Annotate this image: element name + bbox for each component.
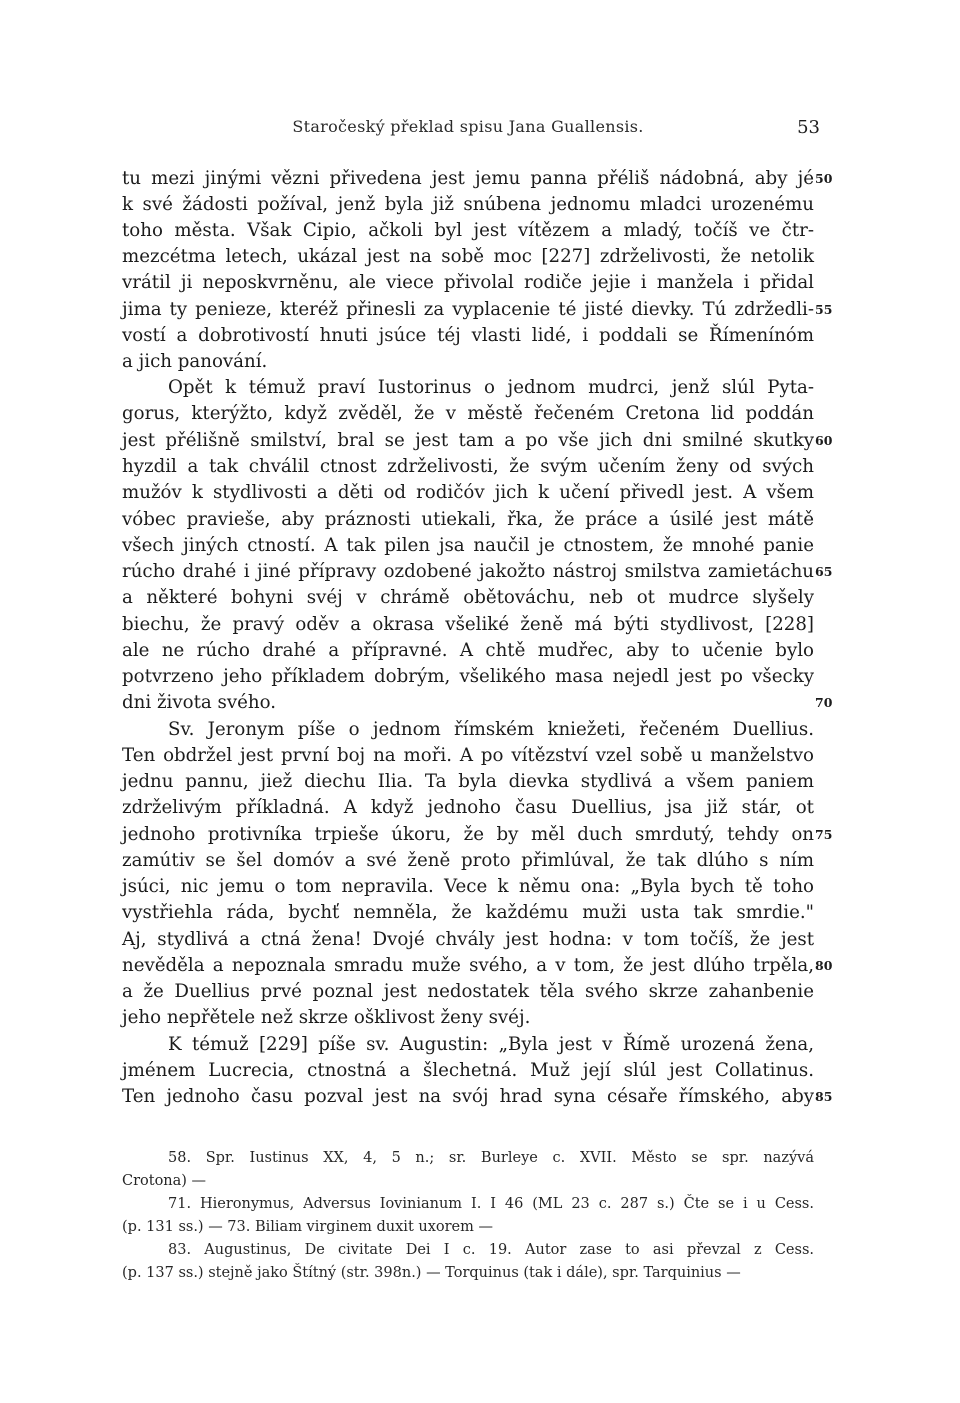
text-line: Ten jednoho času pozval jest na svój hrad syna césaře římského, aby — [122, 1086, 814, 1107]
text-line: gorus, kterýžto, když zvěděl, že v městě řečeném Cretona lid poddán — [122, 403, 814, 424]
text-line: rúcho drahé i jiné přípravy ozdobené jakožto nástroj smilstva zamietáchu — [122, 561, 814, 582]
margin-line-number: 55 — [815, 302, 833, 317]
text-line: a některé bohyni svéj v chrámě obětováchu, neb ot mudrce slyšely — [122, 587, 814, 608]
text-line: vostí a dobrotivostí hnuti jsúce téj vlasti lidé, i poddali se Římenínóm — [122, 325, 814, 346]
text-line: všech jiných ctností. A tak pilen jsa naučil je ctnostem, že mnohé panie — [122, 535, 814, 556]
text-line: mezcétma letech, ukázal jest na sobě moc [227] zdrželivosti, že netolik — [122, 246, 814, 267]
footnote-line: 58. Spr. Iustinus XX, 4, 5 n.; sr. Burleye c. XVII. Město se spr. nazývá — [168, 1150, 814, 1166]
text-line: jeho nepřětele než skrze ošklivost ženy svéj. — [122, 1007, 531, 1028]
text-line: potvrzeno jeho příkladem dobrým, všelikého masa nejedl jest po všecky — [122, 666, 814, 687]
text-line: jsúci, nic jemu o tom nepravila. Vece k němu ona: „Byla bych tě toho — [122, 876, 814, 897]
running-title: Staročeský překlad spisu Jana Guallensis. — [292, 117, 644, 136]
text-line: Aj, stydlivá a ctná žena! Dvojé chvály jest hodna: v tom točíš, že jest — [122, 929, 814, 950]
text-line: tu mezi jinými vězni přivedena jest jemu panna přéliš nádobná, aby jé — [122, 168, 814, 189]
page-number: 53 — [797, 117, 820, 138]
text-line: dni života svého. — [122, 692, 277, 713]
footnote-line: Crotona) — — [122, 1173, 207, 1189]
text-line: zdrželivým příkladná. A když jednoho času Duellius, jsa již stár, ot — [122, 797, 814, 818]
text-line: Opět k témuž praví Iustorinus o jednom mudrci, jenž slúl Pyta- — [168, 377, 814, 398]
text-line: vystřiehla ráda, bychť nemněla, že každému muži usta tak smrdie." — [122, 902, 814, 923]
text-line: Sv. Jeronym píše o jednom římském kniežeti, řečeném Duellius. — [168, 719, 814, 740]
footnote-line: 83. Augustinus, De civitate Dei I c. 19. Autor zase to asi převzal z Cess. — [168, 1242, 814, 1258]
margin-line-number: 80 — [815, 958, 833, 973]
text-line: jednu pannu, jiež diechu Ilia. Ta byla dievka stydlivá a všem paniem — [122, 771, 814, 792]
text-line: ale ne rúcho drahé a přípravné. A chtě mudřec, aby to učenie bylo — [122, 640, 814, 661]
margin-line-number: 60 — [815, 433, 833, 448]
margin-line-number: 65 — [815, 564, 833, 579]
text-line: mužóv k stydlivosti a děti od rodičóv jich k učení přivedl jest. A všem — [122, 482, 814, 503]
margin-line-number: 50 — [815, 171, 833, 186]
text-line: jima ty penieze, kteréž přinesli za vyplacenie té jisté dievky. Tú zdržedli- — [122, 299, 814, 320]
text-line: Ten obdržel jest první boj na moři. A po vítězství vzel sobě u manželstvo — [122, 745, 814, 766]
text-line: k své žádosti požíval, jenž byla již snúbena jednomu mladci urozenému — [122, 194, 814, 215]
page-header — [122, 117, 820, 141]
text-line: a že Duellius prvé poznal jest nedostatek těla svého skrze zahanbenie — [122, 981, 814, 1002]
text-line: nevěděla a nepoznala smradu muže svého, a v tom, že jest dlúho trpěla, — [122, 955, 814, 976]
footnote-line: 71. Hieronymus, Adversus Iovinianum I. I 46 (ML 23 c. 287 s.) Čte se i u Cess. — [168, 1196, 814, 1212]
text-line: toho města. Však Cipio, ačkoli byl jest vítězem a mladý, točíš ve čtr- — [122, 220, 814, 241]
margin-line-number: 70 — [815, 695, 833, 710]
margin-line-number: 75 — [815, 827, 833, 842]
text-line: zamútiv se šel domóv a své ženě proto přimlúval, že tak dlúho s ním — [122, 850, 814, 871]
margin-line-number: 85 — [815, 1089, 833, 1104]
footnote-line: (p. 137 ss.) stejně jako Štítný (str. 398n.) — Torquinus (tak i dále), spr. Tarquinius — — [122, 1265, 741, 1281]
text-line: jest přélišně smilství, bral se jest tam a po vše jich dni smilné skutky — [122, 430, 814, 451]
text-line: jednoho protivníka trpieše úkoru, že by měl duch smrdutý, tehdy on — [122, 824, 814, 845]
text-line: a jich panování. — [122, 351, 268, 372]
text-line: K témuž [229] píše sv. Augustin: „Byla jest v Římě urozená žena, — [168, 1034, 814, 1055]
text-line: vóbec pravieše, aby práznosti utiekali, řka, že práce a úsilé jest mátě — [122, 509, 814, 530]
text-line: biechu, že pravý oděv a okrasa všeliké ženě má býti stydlivost, [228] — [122, 614, 814, 635]
text-line: jménem Lucrecia, ctnostná a šlechetná. Muž její slúl jest Collatinus. — [122, 1060, 814, 1081]
text-line: hyzdil a tak chválil ctnost zdrželivosti, že svým učením ženy od svých — [122, 456, 814, 477]
text-line: vrátil ji neposkvrněnu, ale viece přivolal rodiče jejie i manžela i přidal — [122, 272, 814, 293]
footnote-line: (p. 131 ss.) — 73. Biliam virginem duxit uxorem — — [122, 1219, 493, 1235]
